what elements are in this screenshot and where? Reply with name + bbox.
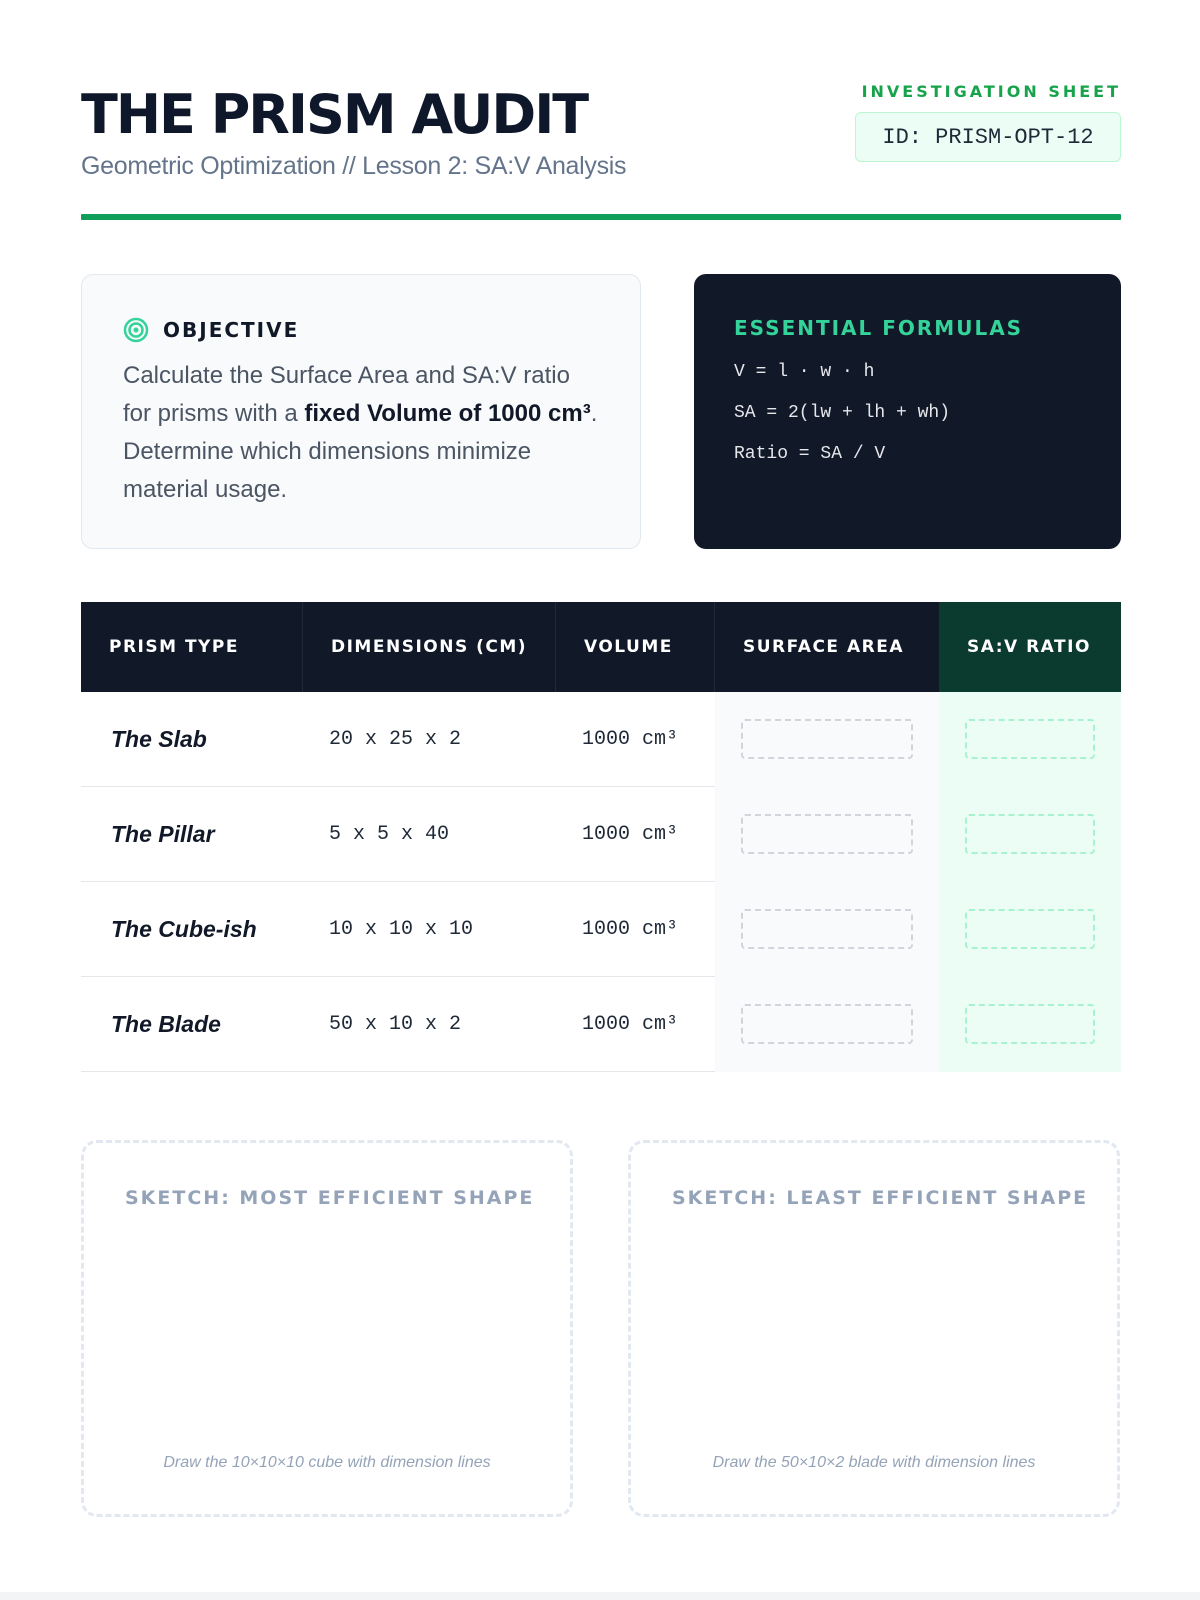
prism-name: The Blade [111, 1011, 221, 1037]
formula-surface-area: SA = 2(lw + lh + wh) [734, 403, 951, 423]
prism-volume: 1000 cm³ [582, 823, 679, 846]
formula-volume: V = l · w · h [734, 362, 875, 382]
formula-ratio: Ratio = SA / V [734, 444, 886, 464]
prism-table [81, 602, 1121, 1072]
table-row [81, 977, 1121, 1072]
objective-text-start: Calculate the Surface Area and SA:V ratio for prisms with a [123, 362, 570, 427]
formulas-card [694, 274, 1121, 549]
page-footer-band [0, 1592, 1200, 1600]
surface-area-input[interactable] [741, 1004, 913, 1044]
objective-title: OBJECTIVE [163, 318, 300, 342]
table-row [81, 787, 1121, 882]
prism-volume: 1000 cm³ [582, 728, 679, 751]
sketch-instruction: Draw the 50×10×2 blade with dimension lines [712, 1454, 1036, 1471]
column-header-volume: VOLUME [556, 602, 715, 692]
sheet-id-badge: ID: PRISM-OPT-12 [855, 112, 1121, 162]
sav-ratio-input[interactable] [965, 909, 1095, 949]
prism-name: The Slab [111, 726, 207, 752]
page-subtitle: Geometric Optimization // Lesson 2: SA:V Analysis [81, 152, 627, 180]
prism-name: The Cube-ish [111, 916, 257, 942]
table-header [81, 602, 1121, 692]
sav-ratio-input[interactable] [965, 814, 1095, 854]
prism-dimensions: 10 x 10 x 10 [329, 918, 474, 941]
sketch-title: SKETCH: MOST EFFICIENT SHAPE [125, 1187, 535, 1209]
prism-name: The Pillar [111, 821, 215, 847]
prism-dimensions: 50 x 10 x 2 [329, 1013, 462, 1036]
investigation-sheet-label: INVESTIGATION SHEET [861, 82, 1121, 101]
surface-area-input[interactable] [741, 909, 913, 949]
prism-dimensions: 5 x 5 x 40 [329, 823, 450, 846]
column-header-surface-area: SURFACE AREA [743, 637, 904, 657]
objective-card [81, 274, 641, 549]
column-header-sav-ratio: SA:V RATIO [939, 602, 1121, 692]
column-header-prism-type: PRISM TYPE [81, 602, 303, 692]
sketch-area-most-efficient[interactable] [81, 1140, 573, 1517]
objective-text-end: . Determine which dimensions minimize material usage. [123, 400, 598, 503]
objective-text-emphasis: fixed Volume of 1000 cm³ [304, 400, 591, 427]
objective-header [123, 317, 299, 343]
column-header-dimensions: DIMENSIONS (CM) [303, 602, 556, 692]
header-divider [81, 214, 1121, 220]
worksheet-page [81, 0, 1121, 1600]
objective-text [123, 357, 603, 509]
surface-area-input[interactable] [741, 814, 913, 854]
table-row [81, 692, 1121, 787]
sav-ratio-input[interactable] [965, 719, 1095, 759]
prism-volume: 1000 cm³ [582, 1013, 679, 1036]
table-row [81, 882, 1121, 977]
sav-ratio-input[interactable] [965, 1004, 1095, 1044]
formulas-title: ESSENTIAL FORMULAS [734, 316, 1024, 340]
surface-area-input[interactable] [741, 719, 913, 759]
target-icon [123, 317, 149, 343]
page-title: THE PRISM AUDIT [81, 83, 588, 146]
prism-dimensions: 20 x 25 x 2 [329, 728, 462, 751]
prism-volume: 1000 cm³ [582, 918, 679, 941]
sketch-instruction: Draw the 10×10×10 cube with dimension lines [163, 1454, 491, 1471]
sketch-title: SKETCH: LEAST EFFICIENT SHAPE [672, 1187, 1089, 1209]
sketch-area-least-efficient[interactable] [628, 1140, 1120, 1517]
